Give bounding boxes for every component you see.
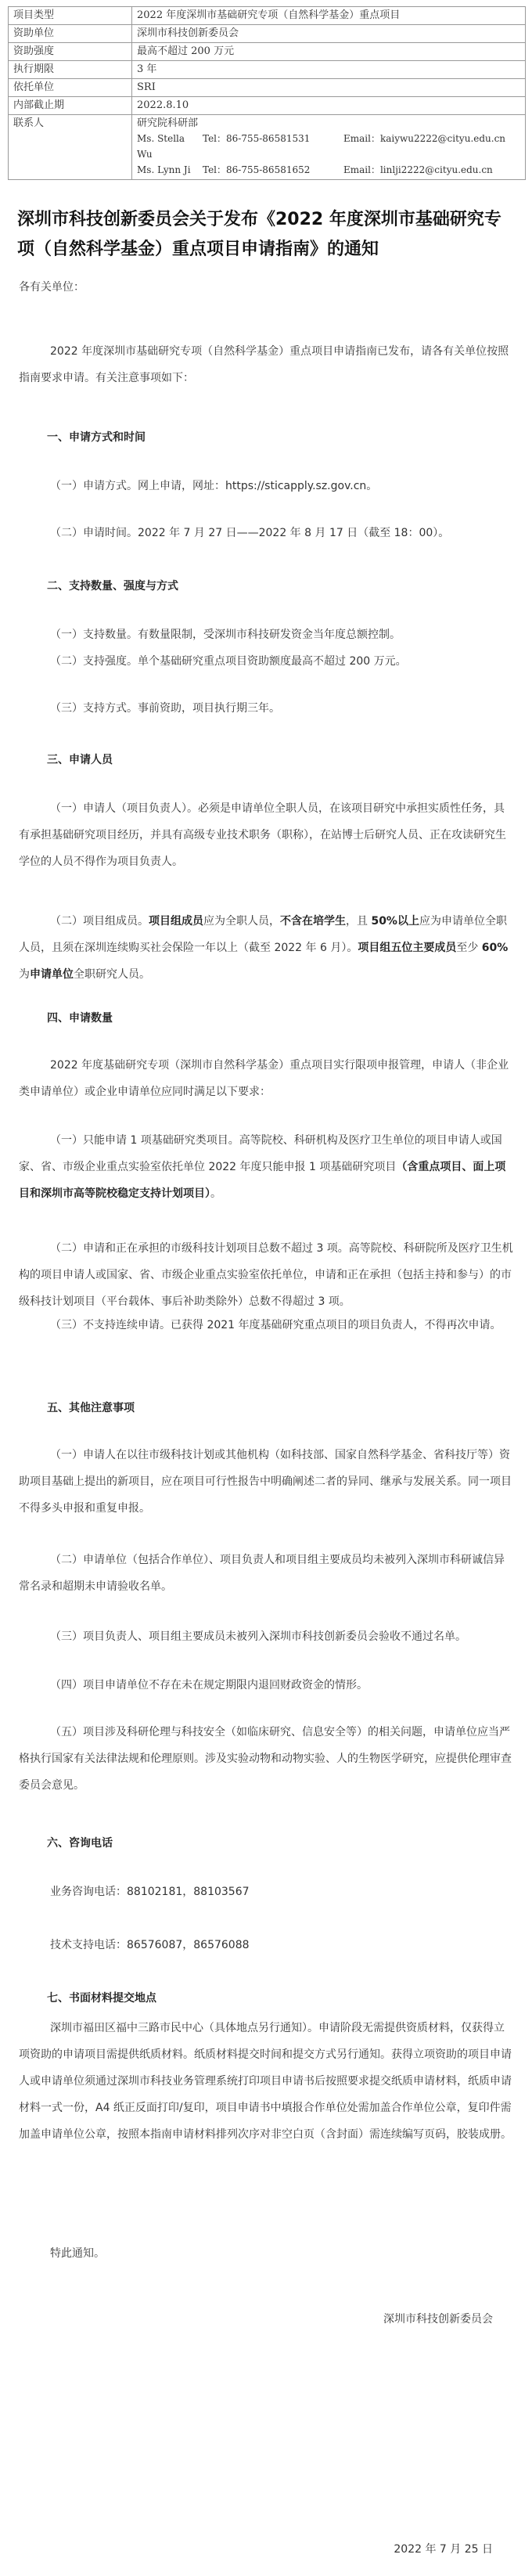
signature: 深圳市科技创新委员会: [383, 2313, 493, 2326]
closing: 特此通知。: [50, 2247, 105, 2260]
info-value: 2022.8.10: [132, 97, 526, 115]
contact-org: 研究院科研部: [137, 117, 199, 129]
info-row: [9, 97, 526, 115]
section-heading-6: 六、咨询电话: [47, 1837, 113, 1850]
contact-name: Ms. Stella Wu: [137, 133, 185, 160]
notice-title: 深圳市科技创新委员会关于发布《2022 年度深圳市基础研究专项（自然科学基金）重点项目申请指南》的通知: [17, 210, 501, 259]
sec5-paragraph: （五）项目涉及科研伦理与科技安全（如临床研究、信息安全等）的相关问题，申请单位应当严格执行国家有关法律法规和伦理原则。涉及实验动物和动物实验、人的生物医学研究，应提供伦理审查委员会意见。: [19, 1726, 512, 1792]
sec4-intro: 2022 年度基础研究专项（深圳市自然科学基金）重点项目实行限项申报管理，申请人（非企业类申请单位）或企业申请单位应同时满足以下要求：: [19, 1059, 509, 1098]
sec1-paragraph: （二）申请时间。2022 年 7 月 27 日——2022 年 8 月 17 日（截至 18：00）。: [50, 527, 450, 539]
section-heading-2: 二、支持数量、强度与方式: [47, 580, 178, 593]
info-label: 执行期限: [9, 61, 132, 79]
info-value: 深圳市科技创新委员会: [132, 25, 526, 43]
contact-email[interactable]: Email：kaiywu2222@cityu.edu.cn: [343, 133, 506, 144]
info-label: 资助强度: [9, 43, 132, 61]
info-value: 最高不超过 200 万元: [132, 43, 526, 61]
contact-tel: Tel：86-755-86581531: [203, 133, 311, 144]
sec4-paragraph: （一）只能申请 1 项基础研究类项目。高等院校、科研机构及医疗卫生单位的项目申请人或国家、省、市级企业重点实验室依托单位 2022 年度只能申报 1 项基础研究项目（含重点项目、面上项目和深圳市高等院校稳定支持计划项目）。: [19, 1134, 506, 1200]
info-table: [8, 6, 526, 180]
support-phone: 技术支持电话：86576087，86576088: [50, 1939, 250, 1951]
sec5-paragraph: （一）申请人在以往市级科技计划或其他机构（如科技部、国家自然科学基金、省科技厅等）资助项目基础上提出的新项目，应在项目可行性报告中明确阐述二者的异同、继承与发展关系。同一项目不得多头申报和重复申报。: [19, 1449, 512, 1515]
info-row: [9, 43, 526, 61]
section-heading-7: 七、书面材料提交地点: [47, 1992, 156, 2005]
sec2-paragraph: （一）支持数量。有数量限制，受深圳市科技研发资金当年度总额控制。: [50, 629, 401, 641]
date: 2022 年 7 月 25 日: [394, 2543, 493, 2556]
contact-line: [137, 162, 520, 178]
section-heading-5: 五、其他注意事项: [47, 1402, 135, 1414]
sec5-paragraph: （三）项目负责人、项目组主要成员未被列入深圳市科技创新委员会验收不通过名单。: [50, 1630, 466, 1643]
salutation: 各有关单位：: [19, 281, 84, 294]
contact-label: 联系人: [9, 115, 132, 180]
section-heading-4: 四、申请数量: [47, 1012, 113, 1025]
contact-tel: Tel：86-755-86581652: [203, 164, 311, 175]
sec2-paragraph: （二）支持强度。单个基础研究重点项目资助额度最高不超过 200 万元。: [50, 655, 407, 668]
info-row: [9, 25, 526, 43]
info-label: 资助单位: [9, 25, 132, 43]
section-heading-3: 三、申请人员: [47, 754, 113, 766]
info-row-contact: [9, 115, 526, 180]
contact-email[interactable]: Email：linlji2222@cityu.edu.cn: [343, 164, 493, 175]
info-label: 项目类型: [9, 7, 132, 25]
sec3-paragraph: （一）申请人（项目负责人）。必须是申请单位全职人员，在该项目研究中承担实质性任务，具有承担基础研究项目经历，并具有高级专业技术职务（职称），在站博士后研究人员、正在攻读研究生学位的人员不得作为项目负责人。: [19, 802, 506, 868]
sec7-paragraph: 深圳市福田区福中三路市民中心（具体地点另行通知）。申请阶段无需提供资质材料，仅获得立项资助的申请项目需提供纸质材料。纸质材料提交时间和提交方式另行通知。获得立项资助的项目申请人或申请单位须通过深圳市科技业务管理系统打印项目申请书后按照要求提交纸质申请材料，纸质申请材料一式一份，A4 纸正反面打印/复印，项目申请书中填报合作单位处需加盖合作单位公章，复印件需加盖申请单位公章，按照本指南申请材料排列次序对非空白页（含封面）需连续编写页码，胶装成册。: [19, 2022, 512, 2141]
info-label: 内部截止期: [9, 97, 132, 115]
info-label: 依托单位: [9, 79, 132, 97]
sec4-paragraph: （三）不支持连续申请。已获得 2021 年度基础研究重点项目的项目负责人，不得再次申请。: [50, 1319, 501, 1331]
contact-cell: [132, 115, 526, 180]
info-row: [9, 61, 526, 79]
contact-line: [137, 131, 520, 162]
sec5-paragraph: （四）项目申请单位不存在未在规定期限内退回财政资金的情形。: [50, 1679, 368, 1692]
consult-phone: 业务咨询电话：88102181，88103567: [50, 1886, 250, 1898]
sec2-paragraph: （三）支持方式。事前资助，项目执行期三年。: [50, 702, 280, 715]
info-value: 2022 年度深圳市基础研究专项（自然科学基金）重点项目: [132, 7, 526, 25]
intro-paragraph: 2022 年度深圳市基础研究专项（自然科学基金）重点项目申请指南已发布，请各有关单位按照指南要求申请。有关注意事项如下：: [19, 345, 509, 384]
sec3-paragraph: （二）项目组成员。项目组成员应为全职人员，不含在培学生，且 50%以上应为申请单位全职人员，且须在深圳连续购买社会保险一年以上（截至 2022 年 6 月）。项目组五位主要成员至少 60%为申请单位全职研究人员。: [19, 915, 509, 981]
contact-name: Ms. Lynn Ji: [137, 164, 191, 175]
info-value: SRI: [132, 79, 526, 97]
sec4-paragraph: （二）申请和正在承担的市级科技计划项目总数不超过 3 项。高等院校、科研院所及医疗卫生机构的项目申请人或国家、省、市级企业重点实验室依托单位，申请和正在承担（包括主持和参与）的市级科技计划项目（平台载体、事后补助类除外）总数不得超过 3 项。: [19, 1242, 513, 1308]
sec5-paragraph: （二）申请单位（包括合作单位）、项目负责人和项目组主要成员均未被列入深圳市科研诚信异常名录和超期未申请验收名单。: [19, 1554, 505, 1593]
section-heading-1: 一、申请方式和时间: [47, 431, 146, 444]
info-row: [9, 7, 526, 25]
sec1-paragraph: （一）申请方式。网上申请，网址：https://sticapply.sz.gov.cn。: [50, 480, 378, 492]
info-row: [9, 79, 526, 97]
info-value: 3 年: [132, 61, 526, 79]
